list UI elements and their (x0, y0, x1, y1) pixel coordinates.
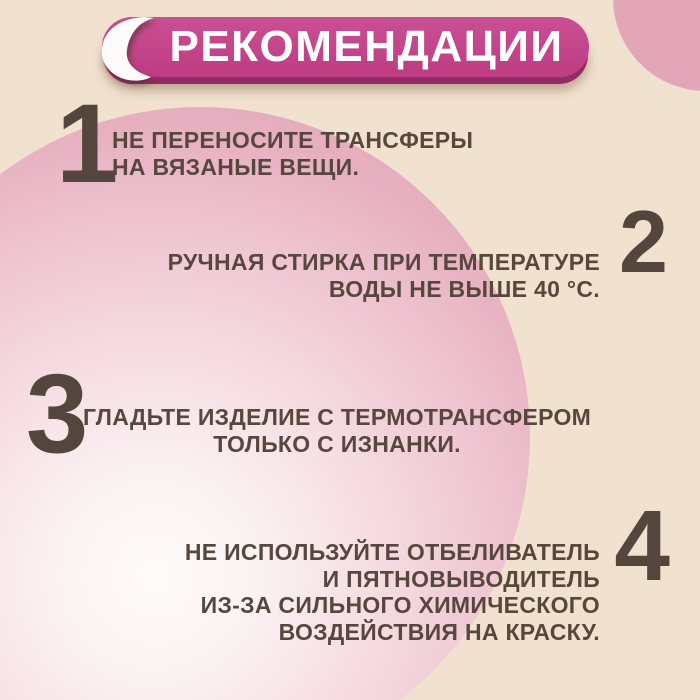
page-title: РЕКОМЕНДАЦИИ (169, 22, 564, 71)
item-number-4: 4 (614, 490, 670, 602)
item-text-line: НЕ ИСПОЛЬЗУЙТЕ ОТБЕЛИВАТЕЛЬ (184, 539, 600, 565)
item-text-line: ВОДЫ НЕ ВЫШЕ 40 °С. (328, 276, 600, 302)
recommendation-item-4 (185, 539, 600, 645)
recommendation-item-2 (168, 249, 600, 303)
item-text-line: И ПЯТНОВЫВОДИТЕЛЬ (322, 565, 600, 592)
item-text-line: НЕ ПЕРЕНОСИТЕ ТРАНСФЕРЫ (112, 127, 474, 153)
top-right-circle-decoration (613, 0, 700, 91)
item-text-line: ГЛАДЬТЕ ИЗДЕЛИЕ С ТЕРМОТРАНСФЕРОМ (83, 404, 592, 430)
page-curl-icon (100, 16, 196, 86)
item-text-line: ВОЗДЕЙСТВИЯ НА КРАСКУ. (278, 618, 600, 645)
item-text-line: НА ВЯЗАНЫЕ ВЕЩИ. (112, 154, 360, 180)
item-text-line: РУЧНАЯ СТИРКА ПРИ ТЕМПЕРАТУРЕ (167, 249, 600, 275)
item-text-line: ТОЛЬКО С ИЗНАНКИ. (213, 431, 461, 457)
header-banner (102, 17, 589, 77)
recommendation-item-1 (112, 127, 473, 181)
item-number-1: 1 (56, 81, 119, 206)
recommendation-item-3 (83, 404, 591, 458)
item-number-3: 3 (26, 351, 89, 476)
item-text-line: ИЗ-ЗА СИЛЬНОГО ХИМИЧЕСКОГО (200, 592, 600, 618)
item-number-2: 2 (619, 192, 668, 291)
